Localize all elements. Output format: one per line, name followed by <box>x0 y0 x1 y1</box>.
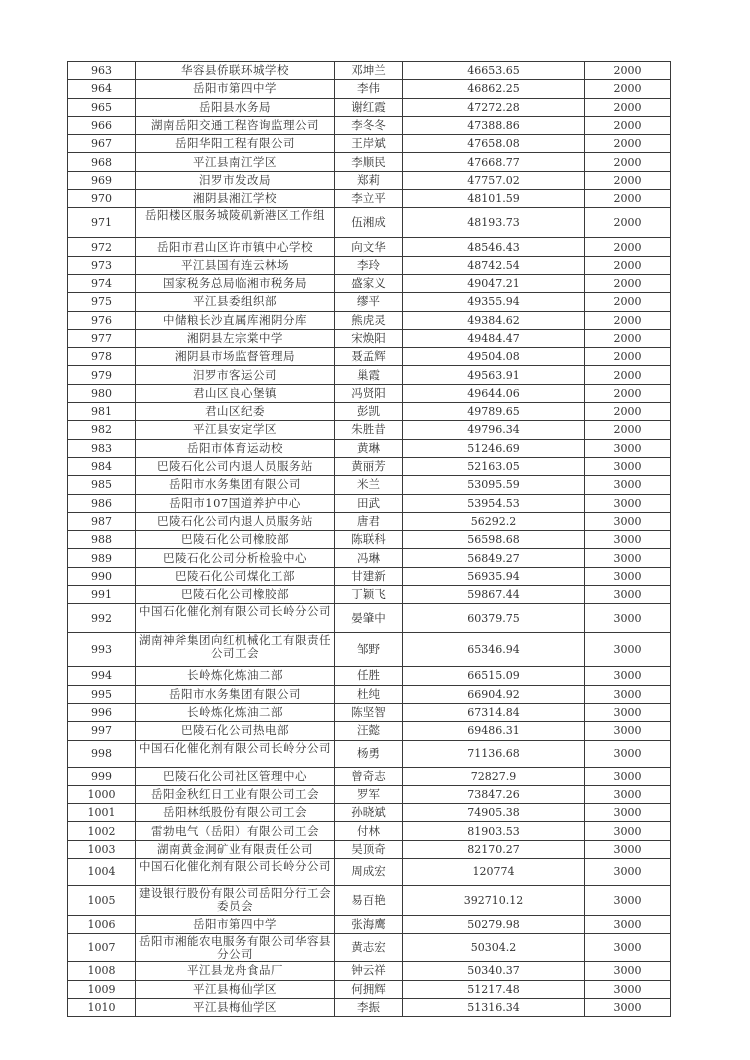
row-number: 973 <box>68 256 136 274</box>
amount-value: 47388.86 <box>403 116 585 134</box>
row-number: 968 <box>68 153 136 171</box>
row-number: 993 <box>68 633 136 667</box>
unit-name: 巴陵石化公司内退人员服务站 <box>136 512 335 530</box>
table-row <box>68 586 671 604</box>
unit-name-text: 岳阳市湘能农电服务有限公司华容县分公司 <box>139 935 331 961</box>
row-number: 1009 <box>68 980 136 998</box>
row-number: 974 <box>68 274 136 292</box>
award-value: 3000 <box>585 767 671 785</box>
award-value: 2000 <box>585 348 671 366</box>
person-name: 李玲 <box>335 256 403 274</box>
unit-name: 汨罗市客运公司 <box>136 366 335 384</box>
unit-name: 湖南黄金洞矿业有限责任公司 <box>136 840 335 858</box>
table-row <box>68 549 671 567</box>
amount-value: 47272.28 <box>403 98 585 116</box>
row-number: 982 <box>68 421 136 439</box>
table-row <box>68 366 671 384</box>
table-row <box>68 190 671 208</box>
award-value: 3000 <box>585 586 671 604</box>
person-name: 易百艳 <box>335 885 403 915</box>
table-row <box>68 384 671 402</box>
award-value: 3000 <box>585 531 671 549</box>
table-row <box>68 858 671 885</box>
award-value: 2000 <box>585 208 671 238</box>
person-name: 杜纯 <box>335 685 403 703</box>
award-value: 2000 <box>585 329 671 347</box>
row-number: 983 <box>68 439 136 457</box>
person-name: 陈坚智 <box>335 703 403 721</box>
amount-value: 56935.94 <box>403 567 585 585</box>
unit-name: 平江县国有连云林场 <box>136 256 335 274</box>
award-value: 2000 <box>585 274 671 292</box>
person-name: 杨勇 <box>335 740 403 767</box>
award-value: 3000 <box>585 804 671 822</box>
person-name: 陈联科 <box>335 531 403 549</box>
row-number: 963 <box>68 62 136 80</box>
award-value: 3000 <box>585 785 671 803</box>
award-value: 3000 <box>585 667 671 685</box>
table-row <box>68 633 671 667</box>
person-name: 米兰 <box>335 476 403 494</box>
row-number: 1001 <box>68 804 136 822</box>
row-number: 965 <box>68 98 136 116</box>
person-name: 周成宏 <box>335 858 403 885</box>
table-row <box>68 822 671 840</box>
amount-value: 49384.62 <box>403 311 585 329</box>
table-row <box>68 135 671 153</box>
amount-value: 50304.2 <box>403 934 585 962</box>
unit-name-text: 湖南神斧集团向红机械化工有限责任公司工会 <box>139 634 331 661</box>
person-name: 钟云祥 <box>335 962 403 980</box>
award-value: 3000 <box>585 858 671 885</box>
amount-value: 74905.38 <box>403 804 585 822</box>
row-number: 985 <box>68 476 136 494</box>
row-number: 1006 <box>68 915 136 933</box>
person-name: 冯琳 <box>335 549 403 567</box>
person-name: 巢霞 <box>335 366 403 384</box>
unit-name <box>136 934 335 962</box>
unit-name: 岳阳市体育运动校 <box>136 439 335 457</box>
unit-name: 岳阳县水务局 <box>136 98 335 116</box>
table-row <box>68 980 671 998</box>
table-row <box>68 153 671 171</box>
table-row <box>68 767 671 785</box>
award-value: 2000 <box>585 171 671 189</box>
row-number: 1007 <box>68 934 136 962</box>
table-row <box>68 512 671 530</box>
amount-value: 66515.09 <box>403 667 585 685</box>
award-value: 3000 <box>585 703 671 721</box>
unit-name: 君山区良心堡镇 <box>136 384 335 402</box>
table-row <box>68 604 671 633</box>
table-row <box>68 62 671 80</box>
person-name: 吴顶奇 <box>335 840 403 858</box>
amount-value: 53954.53 <box>403 494 585 512</box>
unit-name: 岳阳市第四中学 <box>136 915 335 933</box>
award-value: 2000 <box>585 116 671 134</box>
amount-value: 49644.06 <box>403 384 585 402</box>
amount-value: 52163.05 <box>403 457 585 475</box>
unit-name: 君山区纪委 <box>136 403 335 421</box>
amount-value: 46862.25 <box>403 80 585 98</box>
unit-name: 国家税务总局临湘市税务局 <box>136 274 335 292</box>
amount-value: 56292.2 <box>403 512 585 530</box>
person-name: 邹野 <box>335 633 403 667</box>
amount-value: 67314.84 <box>403 703 585 721</box>
unit-name: 雷勃电气（岳阳）有限公司工会 <box>136 822 335 840</box>
row-number: 1002 <box>68 822 136 840</box>
table-row <box>68 722 671 740</box>
person-name: 朱胜昔 <box>335 421 403 439</box>
person-name: 王岸斌 <box>335 135 403 153</box>
amount-value: 81903.53 <box>403 822 585 840</box>
person-name: 向文华 <box>335 238 403 256</box>
row-number: 981 <box>68 403 136 421</box>
person-name: 李振 <box>335 998 403 1016</box>
amount-value: 49355.94 <box>403 293 585 311</box>
person-name: 任胜 <box>335 667 403 685</box>
table-row <box>68 311 671 329</box>
unit-name: 巴陵石化公司橡胶部 <box>136 531 335 549</box>
award-value: 3000 <box>585 567 671 585</box>
unit-name: 巴陵石化公司社区管理中心 <box>136 767 335 785</box>
amount-value: 60379.75 <box>403 604 585 633</box>
row-number: 975 <box>68 293 136 311</box>
row-number: 977 <box>68 329 136 347</box>
row-number: 976 <box>68 311 136 329</box>
unit-name: 中储粮长沙直属库湘阴分库 <box>136 311 335 329</box>
amount-value: 49504.08 <box>403 348 585 366</box>
unit-name-text: 中国石化催化剂有限公司长岭分公司 <box>139 741 331 755</box>
person-name: 李伟 <box>335 80 403 98</box>
unit-name: 巴陵石化公司橡胶部 <box>136 586 335 604</box>
award-value: 3000 <box>585 685 671 703</box>
amount-value: 47658.08 <box>403 135 585 153</box>
row-number: 972 <box>68 238 136 256</box>
table-row <box>68 329 671 347</box>
award-value: 2000 <box>585 238 671 256</box>
person-name: 黄琳 <box>335 439 403 457</box>
unit-name: 湘阴县左宗棠中学 <box>136 329 335 347</box>
unit-name: 巴陵石化公司内退人员服务站 <box>136 457 335 475</box>
table-row <box>68 785 671 803</box>
row-number: 988 <box>68 531 136 549</box>
amount-value: 49789.65 <box>403 403 585 421</box>
row-number: 999 <box>68 767 136 785</box>
row-number: 996 <box>68 703 136 721</box>
award-value: 2000 <box>585 62 671 80</box>
unit-name: 巴陵石化公司煤化工部 <box>136 567 335 585</box>
person-name: 曾奇志 <box>335 767 403 785</box>
unit-name <box>136 604 335 633</box>
unit-name-text: 建设银行股份有限公司岳阳分行工会委员会 <box>139 886 331 913</box>
award-value: 3000 <box>585 740 671 767</box>
amount-value: 48193.73 <box>403 208 585 238</box>
unit-name: 巴陵石化公司热电部 <box>136 722 335 740</box>
amount-value: 59867.44 <box>403 586 585 604</box>
person-name: 李顺民 <box>335 153 403 171</box>
amount-value: 82170.27 <box>403 840 585 858</box>
row-number: 967 <box>68 135 136 153</box>
award-value: 2000 <box>585 135 671 153</box>
row-number: 966 <box>68 116 136 134</box>
row-number: 994 <box>68 667 136 685</box>
person-name: 熊虎灵 <box>335 311 403 329</box>
row-number: 1003 <box>68 840 136 858</box>
amount-value: 48742.54 <box>403 256 585 274</box>
row-number: 992 <box>68 604 136 633</box>
person-name: 甘建新 <box>335 567 403 585</box>
person-name: 田武 <box>335 494 403 512</box>
unit-name: 岳阳市水务集团有限公司 <box>136 476 335 494</box>
award-value: 2000 <box>585 153 671 171</box>
person-name: 缪平 <box>335 293 403 311</box>
award-value: 2000 <box>585 311 671 329</box>
unit-name-text: 岳阳楼区服务城陵矶新港区工作组 <box>145 209 325 223</box>
amount-value: 49484.47 <box>403 329 585 347</box>
unit-name <box>136 633 335 667</box>
table-row <box>68 998 671 1016</box>
person-name: 唐君 <box>335 512 403 530</box>
unit-name: 岳阳市君山区许市镇中心学校 <box>136 238 335 256</box>
unit-name <box>136 858 335 885</box>
table-row <box>68 494 671 512</box>
amount-value: 49796.34 <box>403 421 585 439</box>
table-row <box>68 667 671 685</box>
table-row <box>68 567 671 585</box>
person-name: 孙晓斌 <box>335 804 403 822</box>
table-row <box>68 80 671 98</box>
row-number: 969 <box>68 171 136 189</box>
award-list-table <box>67 61 671 1017</box>
row-number: 970 <box>68 190 136 208</box>
amount-value: 50340.37 <box>403 962 585 980</box>
person-name: 罗军 <box>335 785 403 803</box>
person-name: 黄丽芳 <box>335 457 403 475</box>
row-number: 1008 <box>68 962 136 980</box>
row-number: 979 <box>68 366 136 384</box>
amount-value: 66904.92 <box>403 685 585 703</box>
amount-value: 50279.98 <box>403 915 585 933</box>
person-name: 郑莉 <box>335 171 403 189</box>
amount-value: 71136.68 <box>403 740 585 767</box>
unit-name: 华容县侨联环城学校 <box>136 62 335 80</box>
table-row <box>68 256 671 274</box>
award-value: 2000 <box>585 98 671 116</box>
award-value: 3000 <box>585 476 671 494</box>
person-name: 何拥辉 <box>335 980 403 998</box>
award-value: 2000 <box>585 366 671 384</box>
amount-value: 392710.12 <box>403 885 585 915</box>
award-value: 3000 <box>585 885 671 915</box>
unit-name: 岳阳市107国道养护中心 <box>136 494 335 512</box>
unit-name: 湘阴县市场监督管理局 <box>136 348 335 366</box>
unit-name-text: 中国石化催化剂有限公司长岭分公司 <box>139 859 331 873</box>
row-number: 971 <box>68 208 136 238</box>
unit-name: 湖南岳阳交通工程咨询监理公司 <box>136 116 335 134</box>
award-list-table-container <box>67 61 670 1017</box>
unit-name: 岳阳市第四中学 <box>136 80 335 98</box>
award-value: 3000 <box>585 980 671 998</box>
award-value: 2000 <box>585 256 671 274</box>
table-row <box>68 703 671 721</box>
table-row <box>68 208 671 238</box>
unit-name: 湘阴县湘江学校 <box>136 190 335 208</box>
person-name: 汪懿 <box>335 722 403 740</box>
person-name: 聂孟辉 <box>335 348 403 366</box>
award-value: 3000 <box>585 604 671 633</box>
person-name: 宋焕阳 <box>335 329 403 347</box>
amount-value: 49047.21 <box>403 274 585 292</box>
unit-name: 岳阳华阳工程有限公司 <box>136 135 335 153</box>
table-row <box>68 685 671 703</box>
row-number: 989 <box>68 549 136 567</box>
amount-value: 47668.77 <box>403 153 585 171</box>
amount-value: 69486.31 <box>403 722 585 740</box>
row-number: 978 <box>68 348 136 366</box>
table-row <box>68 293 671 311</box>
award-value: 3000 <box>585 934 671 962</box>
unit-name: 平江县委组织部 <box>136 293 335 311</box>
person-name: 伍湘成 <box>335 208 403 238</box>
row-number: 1004 <box>68 858 136 885</box>
row-number: 995 <box>68 685 136 703</box>
amount-value: 56849.27 <box>403 549 585 567</box>
amount-value: 47757.02 <box>403 171 585 189</box>
award-value: 3000 <box>585 915 671 933</box>
table-row <box>68 439 671 457</box>
amount-value: 51217.48 <box>403 980 585 998</box>
row-number: 990 <box>68 567 136 585</box>
table-row <box>68 885 671 915</box>
unit-name <box>136 740 335 767</box>
table-row <box>68 171 671 189</box>
award-value: 2000 <box>585 80 671 98</box>
award-value: 2000 <box>585 384 671 402</box>
row-number: 987 <box>68 512 136 530</box>
unit-name: 岳阳林纸股份有限公司工会 <box>136 804 335 822</box>
unit-name: 长岭炼化炼油二部 <box>136 667 335 685</box>
award-value: 2000 <box>585 190 671 208</box>
amount-value: 56598.68 <box>403 531 585 549</box>
unit-name: 平江县梅仙学区 <box>136 980 335 998</box>
amount-value: 46653.65 <box>403 62 585 80</box>
award-value: 3000 <box>585 998 671 1016</box>
unit-name-text: 中国石化催化剂有限公司长岭分公司 <box>139 605 331 619</box>
table-row <box>68 421 671 439</box>
amount-value: 49563.91 <box>403 366 585 384</box>
amount-value: 65346.94 <box>403 633 585 667</box>
row-number: 964 <box>68 80 136 98</box>
table-row <box>68 476 671 494</box>
person-name: 彭凯 <box>335 403 403 421</box>
unit-name: 巴陵石化公司分析检验中心 <box>136 549 335 567</box>
unit-name <box>136 885 335 915</box>
person-name: 丁颖飞 <box>335 586 403 604</box>
award-value: 3000 <box>585 722 671 740</box>
table-row <box>68 238 671 256</box>
person-name: 付林 <box>335 822 403 840</box>
table-row <box>68 274 671 292</box>
row-number: 1000 <box>68 785 136 803</box>
row-number: 1010 <box>68 998 136 1016</box>
person-name: 张海鹰 <box>335 915 403 933</box>
award-value: 3000 <box>585 457 671 475</box>
unit-name <box>136 208 335 238</box>
award-value: 2000 <box>585 293 671 311</box>
person-name: 谢红霞 <box>335 98 403 116</box>
table-row <box>68 840 671 858</box>
table-row <box>68 740 671 767</box>
row-number: 1005 <box>68 885 136 915</box>
person-name: 晏肇中 <box>335 604 403 633</box>
unit-name: 岳阳市水务集团有限公司 <box>136 685 335 703</box>
row-number: 986 <box>68 494 136 512</box>
person-name: 黄志宏 <box>335 934 403 962</box>
amount-value: 48546.43 <box>403 238 585 256</box>
row-number: 991 <box>68 586 136 604</box>
unit-name: 平江县南江学区 <box>136 153 335 171</box>
award-value: 2000 <box>585 421 671 439</box>
row-number: 984 <box>68 457 136 475</box>
unit-name: 长岭炼化炼油二部 <box>136 703 335 721</box>
table-body <box>68 62 671 1017</box>
table-row <box>68 934 671 962</box>
unit-name: 岳阳金秋红日工业有限公司工会 <box>136 785 335 803</box>
table-row <box>68 804 671 822</box>
table-row <box>68 962 671 980</box>
award-value: 3000 <box>585 494 671 512</box>
table-row <box>68 98 671 116</box>
unit-name: 平江县安定学区 <box>136 421 335 439</box>
table-row <box>68 403 671 421</box>
amount-value: 120774 <box>403 858 585 885</box>
person-name: 盛家义 <box>335 274 403 292</box>
award-value: 3000 <box>585 549 671 567</box>
unit-name: 平江县梅仙学区 <box>136 998 335 1016</box>
row-number: 998 <box>68 740 136 767</box>
amount-value: 72827.9 <box>403 767 585 785</box>
person-name: 冯贤阳 <box>335 384 403 402</box>
table-row <box>68 531 671 549</box>
person-name: 邓坤兰 <box>335 62 403 80</box>
amount-value: 51316.34 <box>403 998 585 1016</box>
table-row <box>68 116 671 134</box>
unit-name: 汨罗市发改局 <box>136 171 335 189</box>
award-value: 3000 <box>585 512 671 530</box>
award-value: 3000 <box>585 962 671 980</box>
table-row <box>68 915 671 933</box>
award-value: 3000 <box>585 840 671 858</box>
table-row <box>68 348 671 366</box>
amount-value: 48101.59 <box>403 190 585 208</box>
award-value: 3000 <box>585 439 671 457</box>
person-name: 李立平 <box>335 190 403 208</box>
award-value: 3000 <box>585 822 671 840</box>
row-number: 997 <box>68 722 136 740</box>
row-number: 980 <box>68 384 136 402</box>
amount-value: 73847.26 <box>403 785 585 803</box>
award-value: 2000 <box>585 403 671 421</box>
award-value: 3000 <box>585 633 671 667</box>
table-row <box>68 457 671 475</box>
amount-value: 53095.59 <box>403 476 585 494</box>
unit-name: 平江县龙舟食品厂 <box>136 962 335 980</box>
person-name: 李冬冬 <box>335 116 403 134</box>
amount-value: 51246.69 <box>403 439 585 457</box>
